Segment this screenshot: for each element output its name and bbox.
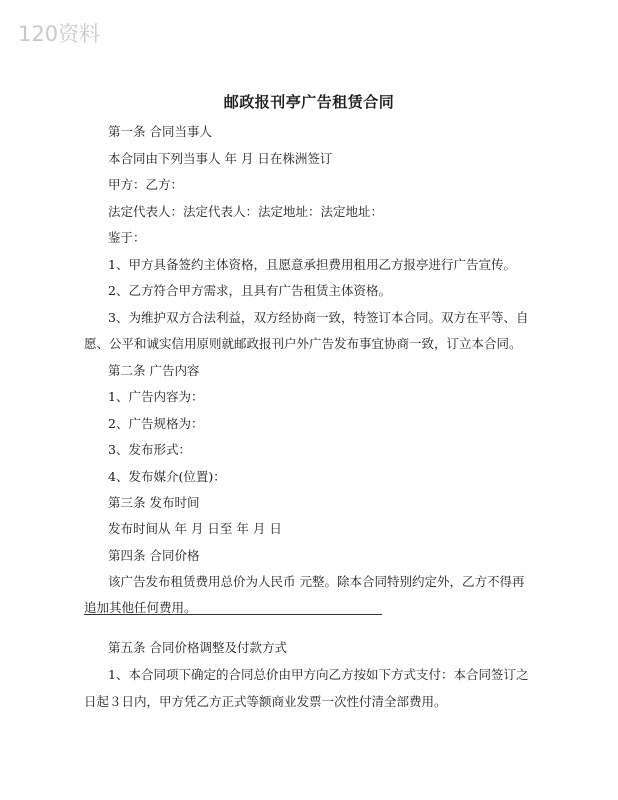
paragraph: 3、为维护双方合法利益，双方经协商一致，特签订本合同。双方在平等、自 xyxy=(108,310,529,325)
paragraph: 2、乙方符合甲方需求，且具有广告租赁主体资格。 xyxy=(108,283,391,298)
paragraph: 日起３日内，甲方凭乙方正式等额商业发票一次性付清全部费用。 xyxy=(84,694,447,709)
paragraph: 法定代表人：法定代表人：法定地址：法定地址： xyxy=(108,204,384,219)
paragraph: 追加其他任何费用。 xyxy=(84,600,197,615)
paragraph: 1、本合同项下确定的合同总价由甲方向乙方按如下方式支付：本合同签订之 xyxy=(108,667,529,682)
paragraph: 发布时间从 年 月 日至 年 月 日 xyxy=(108,521,282,536)
paragraph: 4、发布媒介(位置)： xyxy=(108,469,226,484)
divider-line xyxy=(84,614,382,615)
clause-1-heading: 第一条 合同当事人 xyxy=(108,124,212,139)
clause-4-heading: 第四条 合同价格 xyxy=(108,548,200,563)
paragraph: 本合同由下列当事人 年 月 日在株洲签订 xyxy=(108,151,333,166)
paragraph: 甲方：乙方： xyxy=(108,177,184,192)
paragraph: 3、发布形式： xyxy=(108,442,191,457)
clause-2-heading: 第二条 广告内容 xyxy=(108,363,200,378)
clause-5-heading: 第五条 合同价格调整及付款方式 xyxy=(108,640,287,655)
paragraph: 鉴于： xyxy=(108,230,146,245)
watermark-logo: 120资料 xyxy=(18,22,101,46)
paragraph: 2、广告规格为： xyxy=(108,416,204,431)
paragraph: 1、甲方具备签约主体资格，且愿意承担费用租用乙方报亭进行广告宣传。 xyxy=(108,257,516,272)
paragraph: 愿、公平和诚实信用原则就邮政报刊户外广告发布事宜协商一致，订立本合同。 xyxy=(84,336,522,351)
paragraph: 该广告发布租赁费用总价为人民币 元整。除本合同特别约定外，乙方不得再 xyxy=(108,574,525,589)
document-title: 邮政报刊亭广告租赁合同 xyxy=(223,93,395,111)
clause-3-heading: 第三条 发布时间 xyxy=(108,495,200,510)
paragraph: 1、广告内容为： xyxy=(108,389,204,404)
